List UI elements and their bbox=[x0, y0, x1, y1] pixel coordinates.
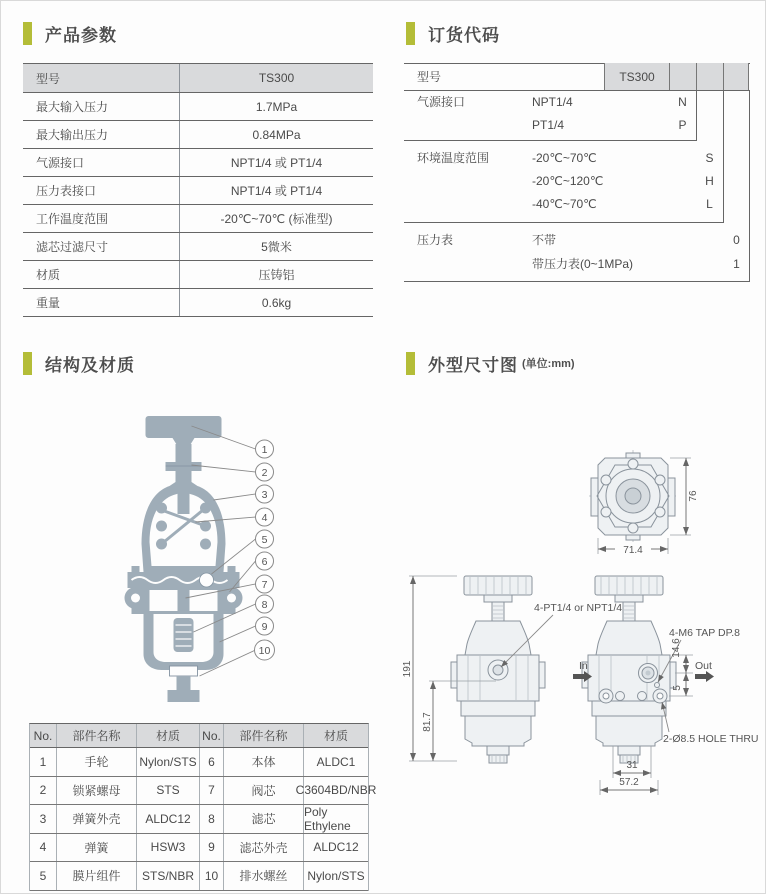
dim-base-width: 57.2 bbox=[619, 777, 639, 788]
table-rule bbox=[404, 90, 750, 91]
order-model-label: 型号 bbox=[417, 70, 442, 84]
part-material: Nylon/STS bbox=[137, 748, 200, 776]
part-no: 1 bbox=[30, 748, 57, 776]
part-material: ALDC1 bbox=[316, 754, 356, 769]
callout-balloons bbox=[255, 440, 275, 660]
part-name: 弹簧 bbox=[57, 834, 137, 862]
note-hole: 2-Ø8.5 HOLE THRU bbox=[663, 733, 759, 745]
parts-header-cell: 材质 bbox=[323, 729, 348, 743]
part-material: Poly Ethylene bbox=[304, 804, 351, 833]
dim-top-width: 71.4 bbox=[623, 545, 643, 556]
part-name: 排水螺丝 bbox=[224, 862, 304, 890]
callout-number: 9 bbox=[261, 621, 268, 633]
parts-row bbox=[30, 862, 368, 891]
part-no: 10 bbox=[200, 862, 224, 890]
unit-note: (单位:mm) bbox=[522, 358, 575, 370]
part-name: 锁紧螺母 bbox=[57, 777, 137, 805]
parts-row bbox=[30, 834, 368, 863]
part-name: 膜片组件 bbox=[57, 862, 137, 890]
dim-overall-height: 191 bbox=[402, 660, 413, 678]
param-label: 压力表接口 bbox=[23, 177, 180, 204]
param-value: 0.84MPa bbox=[252, 127, 301, 142]
param-value: NPT1/4 或 PT1/4 bbox=[230, 184, 323, 198]
callout-number: 5 bbox=[261, 534, 268, 546]
part-no: 5 bbox=[30, 862, 57, 890]
part-name: 滤芯 bbox=[224, 805, 304, 833]
out-label: Out bbox=[695, 660, 712, 672]
order-group-label: 环境温度范围 bbox=[417, 151, 490, 165]
param-row bbox=[23, 289, 373, 317]
param-label: 最大输入压力 bbox=[23, 93, 180, 120]
callout-number: 3 bbox=[261, 489, 268, 501]
param-value: -20℃~70℃ (标准型) bbox=[220, 212, 333, 226]
order-option: -20℃~70℃ bbox=[532, 151, 597, 165]
section-title-structure: 结构及材质 bbox=[45, 355, 135, 375]
part-name: 手轮 bbox=[57, 748, 137, 776]
part-name: 弹簧外壳 bbox=[57, 805, 137, 833]
order-code-table bbox=[404, 63, 750, 282]
order-group-label: 气源接口 bbox=[417, 95, 466, 109]
accent-bar-icon bbox=[23, 352, 32, 375]
part-no: 7 bbox=[200, 777, 224, 805]
section-header-dimensions bbox=[406, 351, 575, 375]
order-group-label: 压力表 bbox=[417, 233, 454, 247]
parts-header-cell: No. bbox=[200, 724, 224, 747]
dim-offset-top: 14.6 bbox=[671, 638, 682, 658]
param-value: 1.7MPa bbox=[255, 99, 298, 114]
param-value: NPT1/4 或 PT1/4 bbox=[230, 156, 323, 170]
dim-top-height: 76 bbox=[688, 490, 699, 502]
part-material: STS/NBR bbox=[137, 862, 200, 890]
param-header-value: TS300 bbox=[258, 71, 295, 85]
table-rule bbox=[404, 281, 750, 282]
param-label: 材质 bbox=[23, 261, 180, 288]
part-name: 本体 bbox=[224, 748, 304, 776]
in-label: In bbox=[579, 660, 588, 672]
valve-cutaway bbox=[125, 416, 243, 702]
param-header-label: 型号 bbox=[23, 64, 180, 92]
order-code-cell-1 bbox=[669, 63, 696, 90]
dim-bolt-span: 31 bbox=[626, 760, 638, 771]
part-material: ALDC12 bbox=[137, 805, 200, 833]
order-option: 带压力表(0~1MPa) bbox=[532, 257, 634, 271]
param-row bbox=[23, 149, 373, 177]
param-table-body bbox=[23, 93, 373, 317]
param-row bbox=[23, 177, 373, 205]
order-model-value: TS300 bbox=[604, 63, 669, 90]
order-option-code: 1 bbox=[733, 257, 740, 271]
order-option-code: P bbox=[678, 118, 687, 132]
order-option: 不带 bbox=[532, 233, 557, 247]
part-name: 滤芯外壳 bbox=[224, 834, 304, 862]
parts-header-cell: No. bbox=[30, 724, 57, 747]
order-option: -40℃~70℃ bbox=[532, 197, 597, 211]
table-rule bbox=[404, 222, 723, 223]
param-row bbox=[23, 121, 373, 149]
callout-number: 7 bbox=[261, 579, 268, 591]
callout-number: 4 bbox=[261, 512, 268, 524]
parts-material-table bbox=[29, 723, 377, 891]
note-port-thread: 4-PT1/4 or NPT1/4 bbox=[534, 602, 623, 614]
param-row bbox=[23, 233, 373, 261]
parts-header-cell: 部件名称 bbox=[224, 724, 304, 747]
callout-number: 8 bbox=[261, 599, 268, 611]
param-label: 重量 bbox=[23, 289, 180, 316]
part-no: 4 bbox=[30, 834, 57, 862]
param-label: 最大输出压力 bbox=[23, 121, 180, 148]
order-code-cell-3 bbox=[723, 63, 749, 90]
callout-number: 6 bbox=[261, 556, 268, 568]
part-no: 8 bbox=[200, 805, 224, 833]
section-header-product-params bbox=[23, 21, 117, 45]
section-title-order-code: 订货代码 bbox=[428, 25, 500, 45]
note-tap: 4-M6 TAP DP.8 bbox=[669, 627, 741, 639]
callout-number: 1 bbox=[261, 444, 268, 456]
accent-bar-icon bbox=[23, 22, 32, 45]
part-material: HSW3 bbox=[137, 834, 200, 862]
top-view bbox=[589, 450, 699, 556]
dim-offset-small: 5 bbox=[672, 685, 683, 691]
code-bracket-line bbox=[749, 90, 750, 282]
part-material: C3604BD/NBR bbox=[295, 783, 377, 798]
part-material: ALDC12 bbox=[313, 840, 359, 855]
order-option-code: H bbox=[705, 174, 714, 188]
param-row bbox=[23, 205, 373, 233]
param-label: 气源接口 bbox=[23, 149, 180, 176]
parts-header-cell: 部件名称 bbox=[57, 724, 137, 747]
param-label: 滤芯过滤尺寸 bbox=[23, 233, 180, 260]
part-name: 阀芯 bbox=[224, 777, 304, 805]
param-label: 工作温度范围 bbox=[23, 205, 180, 232]
part-material: Nylon/STS bbox=[307, 868, 365, 883]
order-option-code: N bbox=[678, 95, 687, 109]
section-header-structure bbox=[23, 351, 135, 375]
out-arrow-icon bbox=[695, 671, 714, 682]
param-value: 5微米 bbox=[261, 240, 292, 254]
dimension-drawings bbox=[401, 386, 766, 816]
param-row bbox=[23, 93, 373, 121]
parts-row bbox=[30, 748, 368, 777]
order-option-code: S bbox=[705, 151, 714, 165]
part-no: 9 bbox=[200, 834, 224, 862]
table-rule bbox=[404, 140, 696, 141]
order-option: -20℃~120℃ bbox=[532, 174, 604, 188]
part-no: 3 bbox=[30, 805, 57, 833]
param-table-header bbox=[23, 64, 373, 93]
code-bracket-line bbox=[696, 90, 697, 141]
order-code-cell-2 bbox=[696, 63, 723, 90]
parts-row bbox=[30, 805, 368, 834]
dim-lower-height: 81.7 bbox=[422, 712, 433, 732]
order-option: PT1/4 bbox=[532, 118, 565, 132]
product-params-table bbox=[23, 63, 373, 317]
accent-bar-icon bbox=[406, 352, 415, 375]
order-option: NPT1/4 bbox=[532, 95, 573, 109]
param-row bbox=[23, 261, 373, 289]
parts-row bbox=[30, 777, 377, 806]
callout-number: 10 bbox=[258, 645, 271, 657]
section-header-order-code bbox=[406, 21, 500, 45]
param-value: 0.6kg bbox=[261, 295, 292, 310]
part-material: STS bbox=[137, 777, 200, 805]
part-no: 6 bbox=[200, 748, 224, 776]
regulator-cross-section-diagram bbox=[89, 404, 289, 704]
parts-table-body bbox=[30, 748, 377, 891]
code-bracket-line bbox=[723, 90, 724, 223]
callout-number: 2 bbox=[261, 467, 268, 479]
accent-bar-icon bbox=[406, 22, 415, 45]
section-title-dimensions: 外型尺寸图 bbox=[428, 355, 518, 375]
part-no: 2 bbox=[30, 777, 57, 805]
param-value: 压铸铝 bbox=[258, 268, 295, 282]
order-option-code: 0 bbox=[733, 233, 740, 247]
order-option-code: L bbox=[706, 197, 713, 211]
parts-table-header bbox=[30, 724, 368, 748]
section-title-product-params: 产品参数 bbox=[45, 25, 117, 45]
parts-header-cell: 材质 bbox=[137, 724, 200, 747]
